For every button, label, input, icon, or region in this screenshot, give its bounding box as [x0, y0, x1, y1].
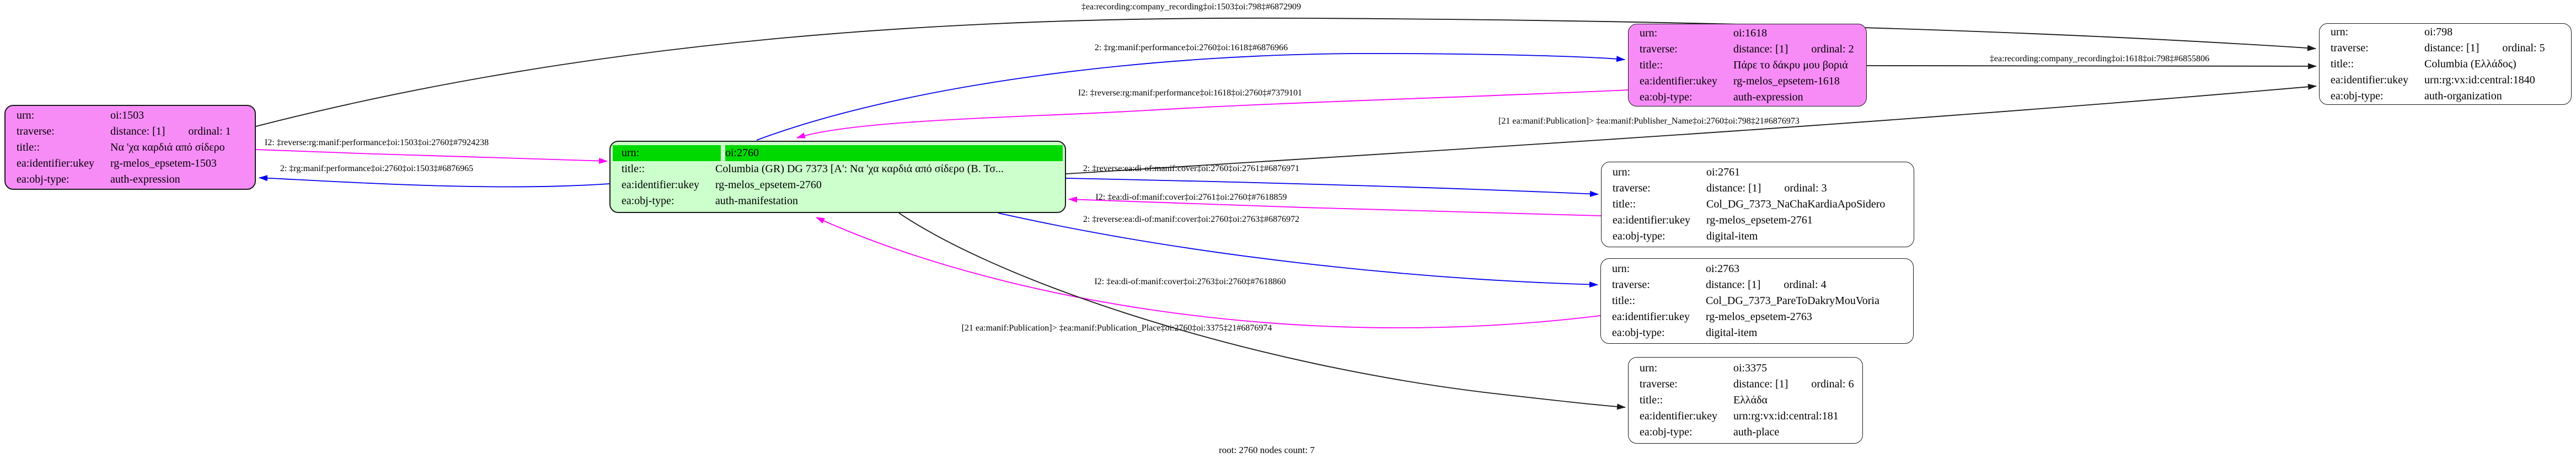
field-label: urn: — [17, 109, 35, 121]
field-value: auth-expression — [110, 173, 180, 185]
field-ukey — [1629, 73, 1866, 89]
field-label: traverse: — [17, 125, 55, 137]
field-value: digital-item — [1706, 327, 1758, 339]
field-label: ea:identifier:ukey — [1613, 214, 1691, 226]
field-value: oi:2760 — [725, 145, 1063, 161]
traverse-distance: distance: [1] — [1706, 279, 1761, 291]
field-value: urn:rg:vx:id:central:181 — [1733, 410, 1839, 422]
field-value: Ελλάδα — [1733, 394, 1768, 406]
field-ukey — [1601, 309, 1913, 325]
field-ukey — [2320, 72, 2571, 88]
node-oi-3375[interactable] — [1628, 357, 1863, 444]
field-label: ea:identifier:ukey — [2331, 73, 2409, 86]
edge-label-pub-name-2760-798: [21 ea:manif:Publication]> ‡ea:manif:Publisher_Name‡oi:2760‡oi:798‡21#6876973 — [1498, 116, 1800, 126]
field-value: Πάρε το δάκρυ μου βοριά — [1733, 58, 1848, 71]
traverse-distance: distance: [1] — [2424, 41, 2479, 54]
field-value — [2424, 40, 2567, 56]
field-value: auth-manifestation — [715, 194, 798, 207]
field-value: oi:3375 — [1733, 362, 1768, 374]
field-traverse — [1629, 41, 1866, 57]
field-value: oi:2761 — [1706, 166, 1740, 178]
field-value: Col_DG_7373_PareToDakryMouVoria — [1706, 295, 1879, 307]
traverse-ordinal: ordinal: 4 — [1784, 279, 1827, 291]
field-ukey — [6, 156, 255, 172]
field-value — [110, 124, 250, 140]
field-objtype — [1629, 424, 1862, 440]
field-value: auth-organization — [2424, 89, 2502, 102]
node-oi-2761[interactable] — [1601, 162, 1914, 247]
field-label: traverse: — [1640, 378, 1678, 390]
traverse-distance: distance: [1] — [1706, 182, 1761, 194]
field-objtype — [1629, 89, 1866, 105]
field-label: ea:obj-type: — [17, 173, 69, 185]
field-traverse — [1602, 180, 1914, 196]
field-label: traverse: — [1640, 42, 1678, 55]
edge-label-pub-place-2760-3375: [21 ea:manif:Publication]> ‡ea:manif:Publication_Place‡oi:2760‡oi:3375‡21#6876974 — [961, 323, 1272, 333]
edge-label-cover-2763-2760: I2: ‡ea:di-of:manif:cover‡oi:2763‡oi:2760‡#7618860 — [1094, 277, 1286, 286]
field-value: auth-place — [1733, 426, 1780, 438]
field-title — [6, 140, 255, 156]
edge-rev-cover-2760-2761 — [1066, 178, 1598, 194]
field-label: urn: — [1613, 166, 1631, 178]
field-urn — [1629, 360, 1862, 376]
field-label: ea:obj-type: — [1640, 426, 1693, 438]
field-title — [1601, 293, 1913, 309]
field-traverse — [2320, 40, 2571, 56]
edge-label-rev-cover-2760-2761: 2: ‡reverse:ea:di-of:manif:cover‡oi:2760‡oi:2761‡#6876971 — [1083, 164, 1300, 173]
field-value — [1733, 41, 1862, 57]
field-label: urn: — [2331, 25, 2349, 38]
field-value: oi:2763 — [1706, 263, 1740, 275]
field-ukey — [1629, 408, 1862, 424]
field-label: title:: — [622, 162, 645, 175]
field-label: traverse: — [1612, 279, 1650, 291]
field-value: digital-item — [1706, 230, 1758, 242]
field-urn — [6, 108, 255, 124]
field-objtype — [610, 193, 1065, 209]
edge-label-rec-1503-798: ‡ea:recording:company_recording‡oi:1503‡oi:798‡#6872909 — [1081, 2, 1302, 12]
field-label: ea:obj-type: — [1613, 230, 1665, 242]
field-value: rg-melos_epsetem-2763 — [1706, 311, 1812, 323]
field-label: ea:identifier:ukey — [622, 178, 700, 191]
field-label: ea:identifier:ukey — [1612, 311, 1690, 323]
field-value: rg-melos_epsetem-2760 — [715, 178, 822, 191]
field-objtype — [2320, 88, 2571, 104]
field-label: ea:identifier:ukey — [17, 157, 95, 169]
edge-label-perf-2760-1503: 2: ‡rg:manif:performance‡oi:2760‡oi:1503‡#6876965 — [280, 164, 474, 173]
field-traverse — [1629, 376, 1862, 392]
graph-root-caption: root: 2760 nodes count: 7 — [1219, 445, 1315, 455]
field-label: title:: — [2331, 57, 2354, 70]
field-label: traverse: — [2331, 41, 2369, 54]
edge-label-rev-cover-2760-2763: 2: ‡reverse:ea:di-of:manif:cover‡oi:2760‡oi:2763‡#6876972 — [1083, 215, 1300, 224]
traverse-ordinal: ordinal: 6 — [1811, 378, 1854, 390]
field-objtype — [6, 172, 255, 188]
field-value: rg-melos_epsetem-1503 — [110, 157, 217, 169]
traverse-ordinal: ordinal: 1 — [188, 125, 231, 137]
edge-rec-1503-798 — [256, 18, 2316, 126]
node-oi-2760-root[interactable] — [609, 141, 1066, 213]
traverse-distance: distance: [1] — [1733, 42, 1788, 55]
field-value: rg-melos_epsetem-1618 — [1733, 74, 1840, 87]
edge-pub-place-2760-3375 — [899, 213, 1625, 407]
field-label: ea:obj-type: — [2331, 89, 2384, 102]
edge-label-rev-perf-1618-2760: I2: ‡reverse:rg:manif:performance‡oi:1618‡oi:2760‡#7379101 — [1078, 88, 1303, 98]
field-value: oi:1618 — [1733, 26, 1768, 39]
edge-rev-perf-1503-2760 — [256, 150, 607, 161]
edge-label-rev-perf-1503-2760: I2: ‡reverse:rg:manif:performance‡oi:1503‡oi:2760‡#7924238 — [264, 138, 489, 147]
field-ukey — [1602, 212, 1914, 228]
field-traverse — [1601, 277, 1913, 293]
field-label: traverse: — [1613, 182, 1651, 194]
field-title — [1629, 392, 1862, 408]
field-label: ea:obj-type: — [1640, 91, 1693, 103]
traverse-ordinal: ordinal: 3 — [1784, 182, 1827, 194]
field-label: urn: — [1640, 26, 1658, 39]
node-oi-1618[interactable] — [1628, 24, 1867, 107]
field-value — [1733, 376, 1858, 392]
field-label: urn: — [1612, 263, 1630, 275]
field-urn — [1602, 164, 1914, 180]
field-value: Columbia (GR) DG 7373 [Α': Να 'χα καρδιά από σίδερο (Β. Τσ... — [715, 162, 1004, 175]
field-urn — [2320, 24, 2571, 40]
field-label: title:: — [1640, 394, 1663, 406]
field-value: Να 'χα καρδιά από σίδερο — [110, 141, 225, 153]
field-label: urn: — [613, 145, 721, 161]
edge-label-cover-2761-2760: I2: ‡ea:di-of:manif:cover‡oi:2761‡oi:2760‡#7618859 — [1095, 193, 1287, 202]
field-value: Columbia (Ελλάδος) — [2424, 57, 2516, 70]
field-title — [1629, 57, 1866, 73]
field-objtype — [1601, 325, 1913, 341]
field-label: title:: — [1613, 198, 1636, 210]
traverse-distance: distance: [1] — [1733, 378, 1788, 390]
field-value: rg-melos_epsetem-2761 — [1706, 214, 1813, 226]
field-label: title:: — [1612, 295, 1636, 307]
field-label: urn: — [1640, 362, 1658, 374]
field-value: urn:rg:vx:id:central:1840 — [2424, 73, 2535, 86]
field-urn — [1601, 261, 1913, 277]
field-value — [1706, 180, 1909, 196]
traverse-ordinal: ordinal: 5 — [2502, 41, 2545, 54]
node-oi-2763[interactable] — [1600, 258, 1914, 344]
field-label: ea:identifier:ukey — [1640, 410, 1718, 422]
traverse-ordinal: ordinal: 2 — [1811, 42, 1854, 55]
edge-label-perf-2760-1618: 2: ‡rg:manif:performance‡oi:2760‡oi:1618‡#6876966 — [1094, 43, 1288, 52]
field-value: oi:1503 — [110, 109, 144, 121]
field-title — [610, 161, 1065, 177]
field-value: auth-expression — [1733, 91, 1803, 103]
edge-perf-2760-1503 — [259, 178, 609, 187]
traverse-distance: distance: [1] — [110, 125, 165, 137]
field-traverse — [6, 124, 255, 140]
field-title — [1602, 196, 1914, 212]
field-label: ea:obj-type: — [1612, 327, 1665, 339]
field-urn-highlighted — [610, 145, 1065, 161]
field-urn — [1629, 25, 1866, 41]
field-value: oi:798 — [2424, 25, 2453, 38]
field-value — [1706, 277, 1909, 293]
field-label: ea:obj-type: — [622, 194, 674, 207]
field-label: title:: — [17, 141, 40, 153]
field-title — [2320, 56, 2571, 72]
edge-label-rec-1618-798: ‡ea:recording:company_recording‡oi:1618‡oi:798‡#6855806 — [1989, 54, 2210, 63]
field-label: ea:identifier:ukey — [1640, 74, 1718, 87]
field-value: Col_DG_7373_NaChaKardiaApoSidero — [1706, 198, 1886, 210]
node-oi-798[interactable] — [2319, 23, 2572, 105]
field-label: title:: — [1640, 58, 1663, 71]
field-ukey — [610, 177, 1065, 193]
node-oi-1503[interactable] — [4, 105, 256, 190]
field-objtype — [1602, 228, 1914, 244]
